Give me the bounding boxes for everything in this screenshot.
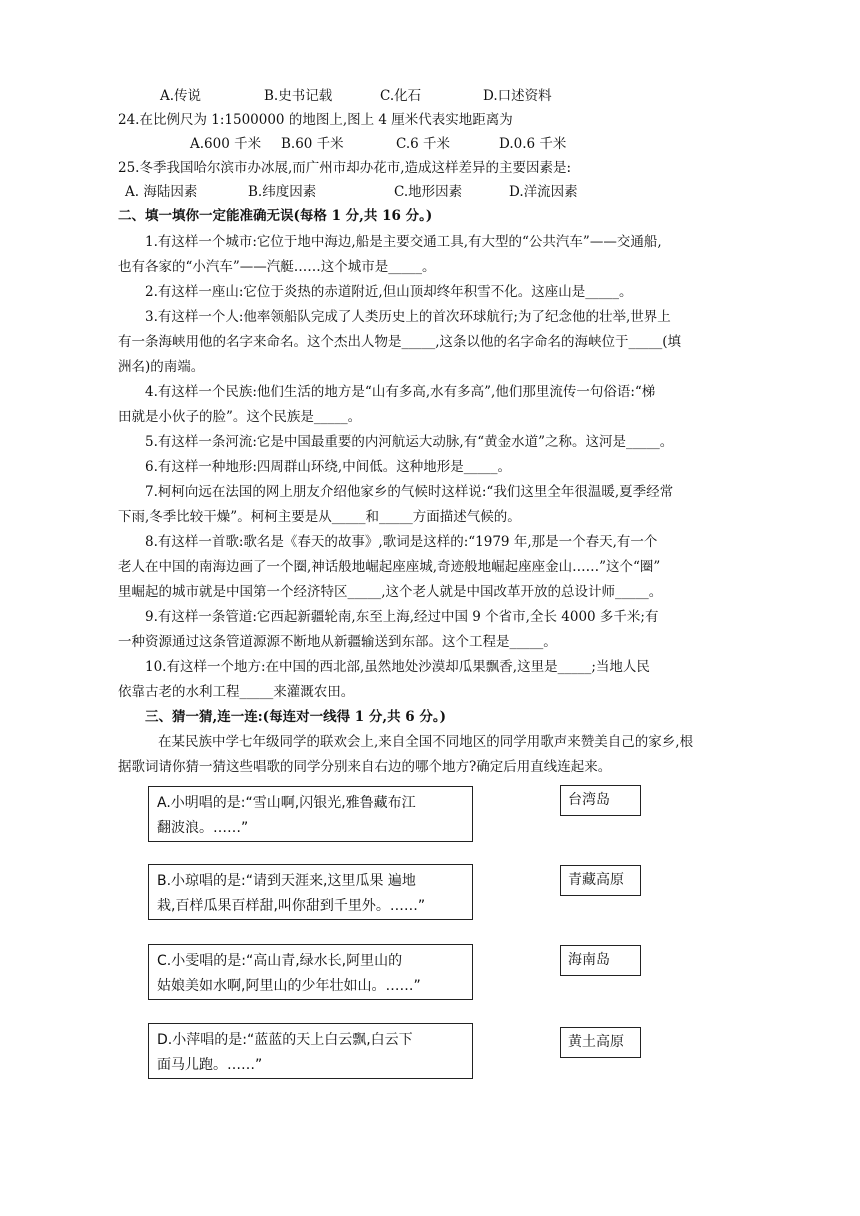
- song-box-b: [148, 864, 473, 920]
- section2-line: 也有各家的“小汽车”——汽艇……这个城市是_____。: [118, 259, 436, 275]
- q24-option-d: D.0.6 千米: [499, 136, 567, 152]
- song-text: D.小萍唱的是:“蓝蓝的天上白云飘,白云下: [157, 1032, 413, 1048]
- song-text: 姑娘美如水啊,阿里山的少年壮如山。……”: [157, 978, 421, 994]
- section2-line: 8.有这样一首歌:歌名是《春天的故事》,歌词是这样的:“1979 年,那是一个春天,有一个: [145, 534, 658, 550]
- section2-line: 洲名)的南端。: [118, 359, 205, 375]
- q23-option-b: B.史书记载: [264, 88, 333, 104]
- q24-option-a: A.600 千米: [190, 136, 262, 152]
- section2-heading: 二、填一填你一定能准确无误(每格 1 分,共 16 分。): [118, 208, 433, 224]
- section2-line: 下雨,冬季比较干燥”。柯柯主要是从_____和_____方面描述气候的。: [118, 509, 521, 525]
- section2-line: 5.有这样一条河流:它是中国最重要的内河航运大动脉,有“黄金水道”之称。这河是_____。: [145, 434, 674, 450]
- song-text: C.小雯唱的是:“高山青,绿水长,阿里山的: [157, 953, 403, 969]
- place-box: 黄土高原: [560, 1027, 641, 1058]
- song-text: 面马儿跑。……”: [157, 1057, 263, 1073]
- section2-line: 老人在中国的南海边画了一个圈,神话般地崛起座座城,奇迹般地崛起座座金山……”这个“圈”: [118, 559, 661, 575]
- section2-line: 7.柯柯向远在法国的网上朋友介绍他家乡的气候时这样说:“我们这里全年很温暖,夏季经常: [145, 484, 674, 500]
- q24-option-c: C.6 千米: [396, 136, 451, 152]
- place-box: 青藏高原: [560, 865, 641, 896]
- section2-line: 2.有这样一座山:它位于炎热的赤道附近,但山顶却终年积雪不化。这座山是_____。: [145, 284, 633, 300]
- section2-line: 4.有这样一个民族:他们生活的地方是“山有多高,水有多高”,他们那里流传一句俗语:“梯: [145, 384, 656, 400]
- q25-option-b: B.纬度因素: [248, 184, 317, 200]
- song-text: 翻波浪。……”: [157, 820, 249, 836]
- q25-option-a: A. 海陆因素: [125, 184, 198, 200]
- section2-line: 9.有这样一条管道:它西起新疆轮南,东至上海,经过中国 9 个省市,全长 4000 多千米;有: [145, 609, 659, 625]
- song-box-d: [148, 1023, 473, 1079]
- q25-option-c: C.地形因素: [394, 184, 463, 200]
- q24-stem: 24.在比例尺为 1:1500000 的地图上,图上 4 厘米代表实地距离为: [118, 112, 513, 128]
- song-text: B.小琼唱的是:“请到天涯来,这里瓜果 遍地: [157, 873, 416, 889]
- section2-line: 田就是小伙子的脸”。这个民族是_____。: [118, 409, 362, 425]
- song-box-c: [148, 944, 473, 1000]
- section2-line: 里崛起的城市就是中国第一个经济特区_____,这个老人就是中国改革开放的总设计师_____。: [118, 584, 663, 600]
- q25-stem: 25.冬季我国哈尔滨市办冰展,而广州市却办花市,造成这样差异的主要因素是:: [118, 160, 572, 176]
- place-box: 海南岛: [560, 945, 641, 976]
- song-text: 栽,百样瓜果百样甜,叫你甜到千里外。……”: [157, 898, 426, 914]
- section2-line: 1.有这样一个城市:它位于地中海边,船是主要交通工具,有大型的“公共汽车”——交通船,: [145, 234, 662, 250]
- q25-option-d: D.洋流因素: [509, 184, 578, 200]
- song-text: A.小明唱的是:“雪山啊,闪银光,雅鲁藏布江: [157, 795, 416, 811]
- section2-line: 3.有这样一个人:他率领船队完成了人类历史上的首次环球航行;为了纪念他的壮举,世界上: [145, 309, 671, 325]
- q23-option-d: D.口述资料: [483, 88, 552, 104]
- section2-line: 10.有这样一个地方:在中国的西北部,虽然地处沙漠却瓜果飘香,这里是_____;当地人民: [145, 659, 650, 675]
- section2-line: 一种资源通过这条管道源源不断地从新疆输送到东部。这个工程是_____。: [118, 634, 557, 650]
- section2-line: 6.有这样一种地形:四周群山环绕,中间低。这种地形是_____。: [145, 459, 511, 475]
- section2-line: 依靠古老的水利工程_____来灌溉农田。: [118, 684, 355, 700]
- section3-intro: 据歌词请你猜一猜这些唱歌的同学分别来自右边的哪个地方?确定后用直线连起来。: [118, 759, 612, 775]
- q23-option-c: C.化石: [380, 88, 422, 104]
- section2-line: 有一条海峡用他的名字来命名。这个杰出人物是_____,这条以他的名字命名的海峡位于_____(填: [118, 334, 682, 350]
- place-box: 台湾岛: [560, 785, 641, 816]
- q24-option-b: B.60 千米: [281, 136, 344, 152]
- section3-heading: 三、猜一猜,连一连:(每连对一线得 1 分,共 6 分。): [145, 709, 446, 725]
- q23-option-a: A.传说: [160, 88, 202, 104]
- song-box-a: [148, 786, 473, 842]
- section3-intro: 在某民族中学七年级同学的联欢会上,来自全国不同地区的同学用歌声来赞美自己的家乡,根: [158, 734, 694, 750]
